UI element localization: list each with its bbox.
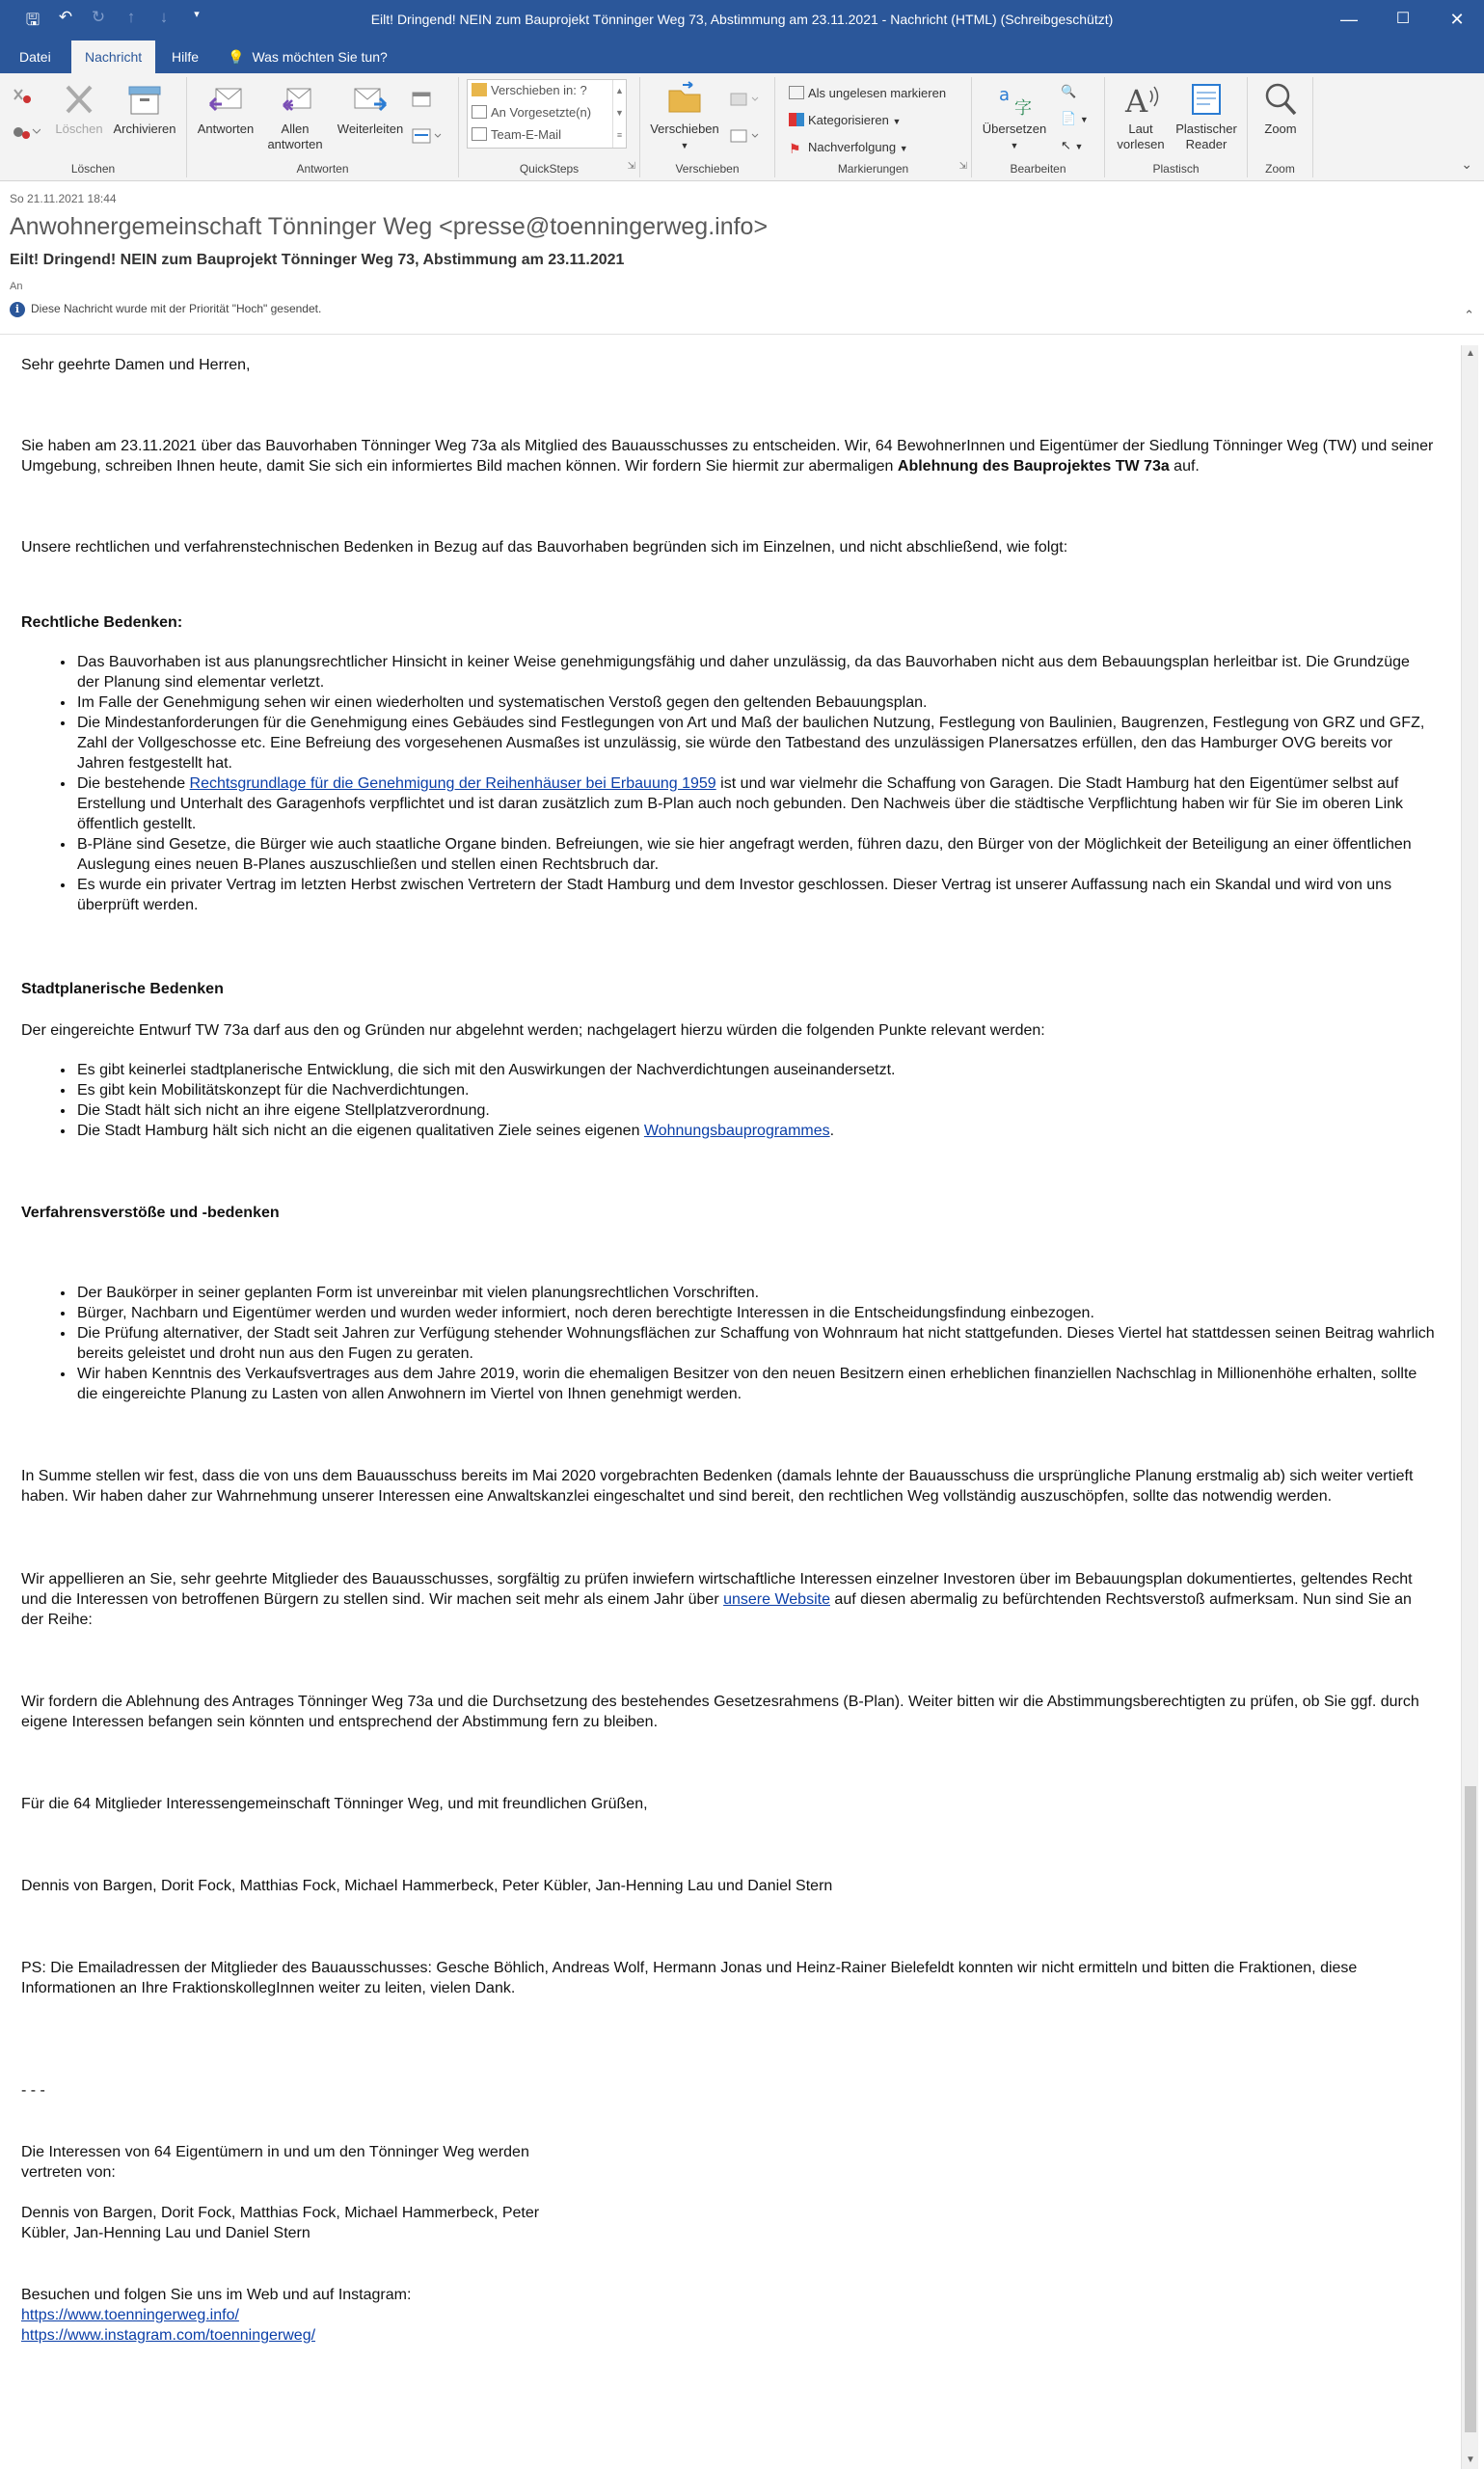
up-arrow-icon[interactable]: ↑	[126, 8, 136, 26]
instagram-url-link[interactable]: https://www.instagram.com/toenningerweg/	[21, 2327, 316, 2344]
group-zoom	[1248, 77, 1313, 177]
read-aloud-icon	[1121, 81, 1160, 118]
rules-icon[interactable]	[729, 91, 762, 112]
categorize-dropdown-icon: ▼	[892, 117, 902, 126]
list-item: • Es gibt keinerlei stadtplanerische Entwicklung, die sich mit den Auswirkungen der Nachverdichtungen auseinandersetzt.	[75, 1060, 1435, 1080]
signature-line: Kübler, Jan-Henning Lau und Daniel Stern	[21, 2225, 310, 2241]
actions-icon[interactable]	[729, 127, 762, 149]
immersive-reader-label-2: Reader	[1185, 137, 1228, 151]
signature-line: Die Interessen von 64 Eigentümern in und um den Tönninger Weg werden	[21, 2144, 529, 2160]
group-label-zoom: Zoom	[1265, 162, 1295, 176]
to-label: An	[10, 281, 23, 292]
list-item: • Der Baukörper in seiner geplanten Form ist unvereinbar mit vielen planungsrechtlichen Vorschriften.	[75, 1283, 1435, 1303]
housing-program-link[interactable]: Wohnungsbauprogrammes	[643, 1123, 830, 1139]
group-label-antworten: Antworten	[296, 162, 349, 176]
list-item: • Bürger, Nachbarn und Eigentümer werden und wurden weder informiert, noch deren berechtigte Interessen in die Entscheidungsfindung einbezogen.	[75, 1303, 1435, 1323]
move-button[interactable]	[646, 81, 723, 153]
translate-icon	[995, 81, 1034, 118]
markierungen-launcher-icon[interactable]: ⇲	[958, 161, 967, 172]
list-item: • Es gibt kein Mobilitätskonzept für die Nachverdichtungen.	[75, 1080, 1435, 1100]
collapse-header-icon[interactable]: ⌃	[1464, 308, 1474, 322]
list-item: • Wir haben Kenntnis des Verkaufsvertrages aus dem Jahre 2019, worin die ehemaligen Besitzer von den neuen Besitzern einen erheblichen finanziellen Nachschlag in Millionenhöhe erhalten, sollte die eingereichte Planung zu Lasten von allen Anwohnern im Viertel von Ihnen genehmigt werden.	[75, 1364, 1435, 1404]
read-aloud-label-1: Laut	[1128, 122, 1153, 136]
website-link[interactable]: unsere Website	[723, 1591, 830, 1608]
collapse-ribbon-icon[interactable]: ⌄	[1461, 156, 1472, 172]
group-loeschen	[0, 77, 187, 177]
title-bar	[0, 0, 1484, 41]
lightbulb-icon: 💡	[228, 49, 245, 65]
ignore-icon[interactable]	[12, 87, 33, 108]
list-item: • Es wurde ein privater Vertrag im letzten Herbst zwischen Vertretern der Stadt Hamburg und dem Investor geschlossen. Dieser Vertrag ist unserer Auffassung nach ein Skandal und wird von uns überprüft werden.	[75, 875, 1435, 915]
redo-icon[interactable]: ↻	[91, 8, 106, 26]
ribbon-tabs	[0, 41, 1484, 73]
translate-button[interactable]	[978, 81, 1051, 153]
message-header	[0, 182, 1484, 335]
save-icon[interactable]: 🖫	[25, 11, 40, 29]
group-label-bearbeiten: Bearbeiten	[1010, 162, 1066, 176]
forward-button[interactable]	[330, 81, 411, 137]
quickstep-team-label: Team-E-Mail	[491, 127, 561, 142]
minimize-icon[interactable]: —	[1340, 10, 1358, 29]
closing-line: Für die 64 Mitglieder Interessengemeinschaft Tönninger Weg, und mit freundlichen Grüßen,	[21, 1796, 648, 1812]
group-verschieben	[640, 77, 775, 177]
quickstep-move-label: Verschieben in: ?	[491, 83, 587, 97]
immersive-reader-label-1: Plastischer	[1175, 122, 1237, 136]
group-label-quicksteps: QuickSteps	[519, 162, 580, 176]
group-bearbeiten	[972, 77, 1105, 177]
priority-notice	[10, 302, 321, 317]
signature-line: vertreten von:	[21, 2164, 116, 2181]
tab-hilfe[interactable]: Hilfe	[172, 49, 200, 65]
category-icon	[789, 113, 804, 126]
reply-all-icon	[276, 81, 314, 118]
procedure-heading: Verfahrensverstöße und -bedenken	[21, 1205, 280, 1221]
list-item: • Die Stadt hält sich nicht an ihre eigene Stellplatzverordnung.	[75, 1100, 1435, 1121]
folder-icon	[472, 83, 487, 96]
translate-label: Übersetzen	[982, 122, 1047, 136]
delete-label: Löschen	[55, 122, 103, 136]
quickstep-manager[interactable]	[472, 102, 591, 123]
signers-line: Dennis von Bargen, Dorit Fock, Matthias Fock, Michael Hammerbeck, Peter Kübler, Jan-Henning Lau und Daniel Stern	[21, 1878, 833, 1894]
categorize-button[interactable]	[789, 110, 901, 131]
legal-list	[75, 652, 1435, 915]
list-item: • B-Pläne sind Gesetze, die Bürger wie auch staatliche Organe binden. Befreiungen, wie sie hier angefragt werden, führen dazu, den Bürger von der Möglichkeit der Beteiligung an einer öffentlichen Auslegung eines neuen B-Planes auszuschließen und stellen einen Rechtsbruch dar.	[75, 834, 1435, 875]
followup-label: Nachverfolgung	[808, 140, 897, 154]
summary-paragraph: In Summe stellen wir fest, dass die von uns dem Bauausschuss bereits im Mai 2020 vorgebrachten Bedenken (damals lehnte der Bauausschuss die ursprüngliche Planung erstmalig ab) sich weiter vertieft haben. Wir haben daher zur Wahrnehmung unserer Interessen eine Anwaltskanzlei eingeschaltet und sind bereit, den rechtlichen Weg vollständig auszuschöpfen, sollte das notwendig werden.	[21, 1468, 1414, 1505]
archive-label: Archivieren	[113, 122, 176, 136]
more-reply-icon[interactable]	[411, 127, 444, 149]
reply-icon	[206, 81, 245, 118]
svg-text:A: A	[1125, 83, 1148, 118]
list-item: • Die bestehende Rechtsgrundlage für die Genehmigung der Reihenhäuser bei Erbauung 1959 ist und war vielmehr die Schaffung von Garagen. Die Stadt Hamburg hat den Eigentümer selbst auf Erstellung und Unterhalt des Garagenhofs verpflichtet und ist daran zusätzlich zum B-Plan auch noch gebunden. Den Nachweis über die städtische Verpflichtung haben wir für Sie im oberen Link öffentlich gestellt.	[75, 773, 1435, 834]
reply-all-button[interactable]	[264, 81, 326, 152]
priority-text: Diese Nachricht wurde mit der Priorität "Hoch" gesendet.	[31, 302, 322, 315]
delete-button[interactable]	[52, 81, 106, 137]
list-item: • Die Prüfung alternativer, der Stadt seit Jahren zur Verfügung stehender Wohnungsflächen zur Schaffung von Wohnraum hat nicht stattgefunden. Dieses Viertel hat stattdessen seinen Beitrag wahrlich bereits geleistet und droht nun aus den Fugen zu geraten.	[75, 1323, 1435, 1364]
restore-icon[interactable]: ☐	[1395, 11, 1411, 27]
followup-button[interactable]	[789, 137, 908, 158]
quickstep-move[interactable]	[472, 80, 587, 101]
immersive-reader-icon	[1187, 81, 1226, 118]
delete-icon	[60, 81, 98, 118]
urban-heading: Stadtplanerische Bedenken	[21, 981, 224, 997]
forward-mail-icon	[472, 105, 487, 119]
find-icon[interactable]: 🔍	[1061, 84, 1077, 98]
demand-paragraph: Wir fordern die Ablehnung des Antrages Tönninger Weg 73a und die Durchsetzung des bestehendes Gesetzesrahmens (B-Plan). Weiter bitten wir die Abstimmungsberechtigten zu prüfen, ob Sie ggf. durch eigene Interessen befangen sein könnten und entsprechend der Abstimmung fern zu bleiben.	[21, 1694, 1419, 1730]
quicksteps-gallery	[467, 79, 627, 149]
archive-button[interactable]	[106, 81, 183, 137]
group-markierungen	[775, 77, 972, 177]
select-icon[interactable]: ↖ ▼	[1061, 138, 1084, 152]
list-item: • Das Bauvorhaben ist aus planungsrechtlicher Hinsicht in keiner Weise genehmigungsfähig und daher unzulässig, da das Bauvorhaben nicht aus dem Bebauungsplan herleitbar ist. Die Grundzüge der Planung sind elementar verletzt.	[75, 652, 1435, 692]
flag-icon: ⚑	[789, 141, 801, 156]
reply-all-label-2: antworten	[267, 137, 323, 151]
quicksteps-scroll[interactable]: ▲ ▼ ≡	[612, 80, 626, 148]
reply-all-label-1: Allen	[281, 122, 310, 136]
sender[interactable]: Anwohnergemeinschaft Tönninger Weg <presse@toenningerweg.info>	[10, 213, 769, 240]
move-label: Verschieben	[650, 122, 719, 136]
group-label-verschieben: Verschieben	[675, 162, 740, 176]
zoom-label: Zoom	[1264, 122, 1297, 136]
ribbon	[0, 73, 1484, 181]
scroll-up-icon[interactable]: ▲	[1466, 348, 1475, 359]
reply-label: Antworten	[197, 122, 255, 136]
scrollbar-thumb[interactable]	[1465, 1786, 1476, 2432]
mark-unread-label: Als ungelesen markieren	[808, 86, 947, 100]
separator: - - -	[21, 2082, 45, 2099]
team-mail-icon	[472, 127, 487, 141]
close-icon[interactable]: ✕	[1449, 10, 1465, 29]
svg-text:字: 字	[1014, 98, 1032, 118]
list-item: • Die Stadt Hamburg hält sich nicht an die eigenen qualitativen Ziele seines eigenen Wohnungsbauprogrammes.	[75, 1121, 1435, 1141]
tab-nachricht[interactable]: Nachricht	[71, 41, 155, 73]
move-folder-icon	[665, 81, 704, 118]
forward-icon	[351, 81, 390, 118]
quicksteps-launcher-icon[interactable]: ⇲	[627, 161, 635, 172]
read-aloud-button[interactable]	[1113, 81, 1169, 152]
appeal-paragraph: Wir appellieren an Sie, sehr geehrte Mitglieder des Bauausschusses, sorgfältig zu prüfen inwiefern wirtschaftliche Interessen einzelner Investoren über im Bebauungsplan dokumentiertes, geltendes Recht und die Interessen von betroffenen Bürgern zu stellen sind. Wir machen seit mehr als einem Jahr über unsere Website auf diesen abermalig zu befürchtenden Rechtsverstoß aufmerksam. Nun sind Sie an der Reihe:	[21, 1571, 1413, 1628]
related-icon[interactable]: 📄 ▼	[1061, 111, 1089, 125]
ps-paragraph: PS: Die Emailadressen der Mitglieder des Bauausschusses: Gesche Böhlich, Andreas Wolf, Hermann Jonas und Heinz-Rainer Bielefeldt konnten wir nicht ermitteln und bitten die Fraktionen, diese Informationen an Ihre FraktionskollegInnen weiter zu leiten, vielen Dank.	[21, 1960, 1358, 1996]
tab-datei[interactable]: Datei	[19, 49, 51, 65]
group-plastisch	[1105, 77, 1248, 177]
quickstep-team[interactable]	[472, 124, 561, 146]
message-body	[0, 336, 1456, 2469]
forward-label: Weiterleiten	[337, 122, 404, 136]
unread-mail-icon	[789, 86, 804, 99]
procedure-list	[75, 1283, 1435, 1404]
customize-icon[interactable]: ▾	[194, 9, 200, 20]
meeting-reply-icon[interactable]	[411, 91, 432, 112]
tell-me-search[interactable]	[228, 41, 388, 73]
scroll-down-icon[interactable]: ▼	[1466, 2455, 1475, 2465]
legal-heading: Rechtliche Bedenken:	[21, 614, 183, 631]
group-antworten	[187, 77, 459, 177]
down-arrow-icon[interactable]: ↓	[159, 8, 169, 26]
undo-icon[interactable]: ↶	[58, 8, 73, 26]
signature-line: Dennis von Bargen, Dorit Fock, Matthias Fock, Michael Hammerbeck, Peter	[21, 2205, 540, 2221]
tell-me-label: Was möchten Sie tun?	[252, 49, 388, 65]
categorize-label: Kategorisieren	[808, 113, 889, 127]
urban-list	[75, 1060, 1435, 1141]
subject: Eilt! Dringend! NEIN zum Bauprojekt Tönninger Weg 73, Abstimmung am 23.11.2021	[10, 252, 625, 268]
zoom-button[interactable]	[1252, 81, 1309, 137]
read-aloud-label-2: vorlesen	[1117, 137, 1165, 151]
archive-icon	[125, 81, 164, 118]
legal-basis-link[interactable]: Rechtsgrundlage für die Genehmigung der Reihenhäuser bei Erbauung 1959	[189, 775, 716, 792]
cleanup-icon[interactable]	[12, 123, 40, 145]
urban-intro: Der eingereichte Entwurf TW 73a darf aus den og Gründen nur abgelehnt werden; nachgelagert hierzu würden die folgenden Punkte relevant werden:	[21, 1022, 1045, 1039]
magnifier-icon	[1261, 81, 1300, 118]
window-title: Eilt! Dringend! NEIN zum Bauprojekt Tönninger Weg 73, Abstimmung am 23.11.2021 - Nachricht (HTML) (Schreibgeschützt)	[370, 12, 1114, 27]
info-icon: i	[10, 302, 25, 317]
list-item: • Im Falle der Genehmigung sehen wir einen wiederholten und systematischen Verstoß gegen den geltenden Bebauungsplan.	[75, 692, 1435, 713]
group-label-plastisch: Plastisch	[1152, 162, 1200, 176]
translate-dropdown-icon: ▼	[1010, 141, 1019, 150]
svg-text:a: a	[999, 85, 1011, 105]
followup-dropdown-icon: ▼	[899, 144, 908, 153]
signature-line: Besuchen und folgen Sie uns im Web und auf Instagram:	[21, 2287, 412, 2303]
group-label-markierungen: Markierungen	[837, 162, 909, 176]
concerns-intro: Unsere rechtlichen und verfahrenstechnischen Bedenken in Bezug auf das Bauvorhaben begründen sich im Einzelnen, und nicht abschließend, wie folgt:	[21, 539, 1068, 556]
mark-unread-button[interactable]	[789, 83, 946, 104]
move-dropdown-icon: ▼	[680, 141, 689, 150]
intro-paragraph: Sie haben am 23.11.2021 über das Bauvorhaben Tönninger Weg 73a als Mitglied des Bauausschusses zu entscheiden. Wir, 64 BewohnerInnen und Eigentümer der Siedlung Tönninger Weg (TW) und seiner Umgebung, schreiben Ihnen heute, damit Sie sich ein informiertes Bild machen können. Wir fordern Sie hiermit zur abermaligen Ablehnung des Bauprojektes TW 73a auf.	[21, 438, 1434, 475]
sent-date: So 21.11.2021 18:44	[10, 192, 117, 205]
list-item: • Die Mindestanforderungen für die Genehmigung eines Gebäudes sind Festlegungen von Art und Maß der baulichen Nutzung, Festlegung von Baulinien, Baugrenzen, Festlegung von GRZ und GFZ, Zahl der Vollgeschosse etc. Eine Befreiung des vorgesehenen Ausmaßes ist unzulässig, sie würde den Tatbestand des unzulässigen Planersatzes erfüllen, den das Hamburger OVG bereits vor Jahren festgestellt hat.	[75, 713, 1435, 773]
immersive-reader-button[interactable]	[1169, 81, 1244, 152]
quickstep-manager-label: An Vorgesetzte(n)	[491, 105, 592, 120]
website-url-link[interactable]: https://www.toenningerweg.info/	[21, 2307, 239, 2323]
vertical-scrollbar[interactable]	[1461, 345, 1478, 2469]
reply-button[interactable]	[195, 81, 256, 137]
group-label-loeschen: Löschen	[70, 162, 116, 176]
greeting: Sehr geehrte Damen und Herren,	[21, 357, 251, 373]
